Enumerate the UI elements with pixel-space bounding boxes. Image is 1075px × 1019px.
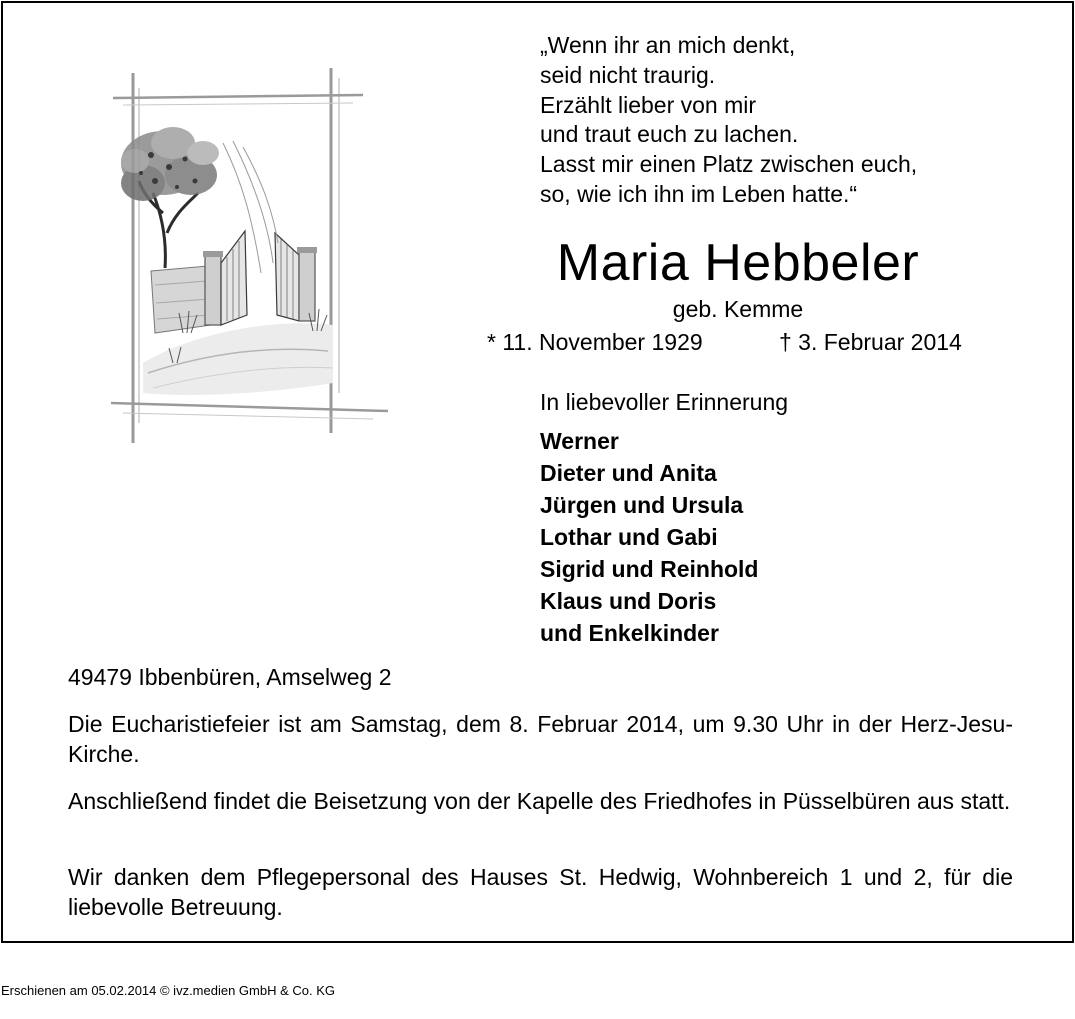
garden-gate-illustration (103, 63, 393, 453)
death-date: † 3. Februar 2014 (779, 329, 962, 355)
poem-quote (540, 31, 917, 210)
burial-paragraph: Anschließend findet die Beisetzung von der Kapelle des Friedhofes in Püsselbüren aus statt. (68, 788, 1011, 814)
family-member: Werner (540, 428, 619, 454)
family-list (540, 425, 758, 649)
quote-line: und traut euch zu lachen. (540, 121, 799, 148)
quote-line: seid nicht traurig. (540, 61, 716, 88)
quote-line: „Wenn ihr an mich denkt, (540, 32, 796, 58)
family-member: Sigrid und Reinhold (540, 556, 759, 582)
service-paragraph: Die Eucharistiefeier ist am Samstag, dem 8. Februar 2014, um 9.30 Uhr in der Herz-Jesu-Kirche. (68, 711, 1013, 767)
family-member: und Enkelkinder (540, 620, 719, 646)
birth-date: * 11. November 1929 (487, 329, 703, 355)
quote-line: Lasst mir einen Platz zwischen euch, (540, 151, 918, 178)
family-member: Dieter und Anita (540, 460, 717, 486)
quote-line: Erzählt lieber von mir (540, 91, 757, 118)
notice-frame (1, 1, 1074, 943)
publication-footer: Erschienen am 05.02.2014 © ivz.medien GmbH & Co. KG (1, 983, 336, 998)
quote-line: so, wie ich ihn im Leben hatte.“ (540, 180, 858, 207)
maiden-name: geb. Kemme (672, 296, 804, 322)
family-member: Jürgen und Ursula (540, 492, 744, 518)
thanks-paragraph: Wir danken dem Pflegepersonal des Hauses St. Hedwig, Wohnbereich 1 und 2, für die liebevolle Betreuung. (68, 864, 1013, 920)
family-member: Lothar und Gabi (540, 524, 718, 550)
address-line: 49479 Ibbenbüren, Amselweg 2 (68, 664, 392, 690)
memory-line: In liebevoller Erinnerung (540, 389, 789, 415)
tree-foliage (121, 127, 219, 201)
deceased-name: Maria Hebbeler (556, 234, 920, 292)
family-member: Klaus und Doris (540, 588, 717, 614)
